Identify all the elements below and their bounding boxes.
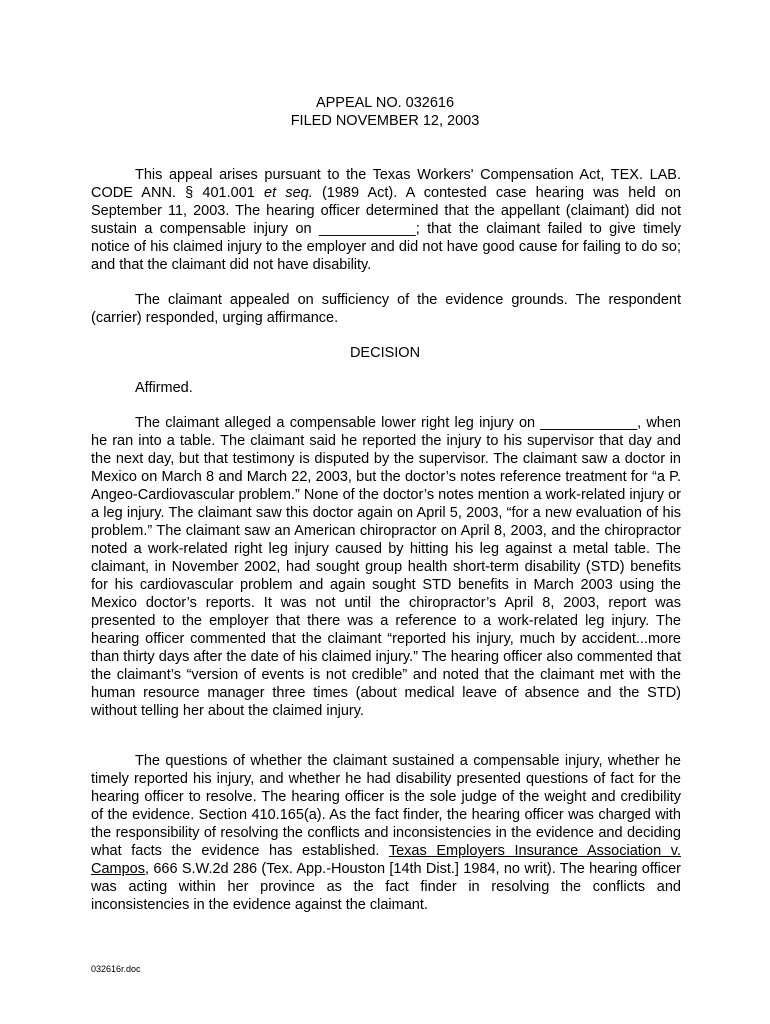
paragraph-analysis <box>91 752 681 914</box>
decision-heading: DECISION <box>349 345 421 361</box>
affirmed-text: Affirmed. <box>135 380 193 396</box>
analysis-text-b: , 666 S.W.2d 286 (Tex. App.-Houston [14th Dist.] 1984, no writ). The hearing officer was acting within her province as the fact finder in resolving the conflicts and inconsistencies in the evidence against the claimant. <box>91 861 681 913</box>
et-seq: et seq. <box>264 185 313 201</box>
filed-date: FILED NOVEMBER 12, 2003 <box>290 113 480 129</box>
intro-text-b: (1989 Act). A contested case hearing was held on September 11, 2003. The hearing officer determined that the appellant (claimant) did not sustain a compensable injury on ____________; that the claimant failed to give timely notice of his claimed injury to the employer and did not have good cause for failing to do so; and that the claimant did not have disability. <box>91 185 681 273</box>
paragraph-appeal: The claimant appealed on sufficiency of the evidence grounds. The respondent (carrier) responded, urging affirmance. <box>91 292 681 326</box>
case-citation: Texas Employers Insurance Association v. Campos <box>91 843 682 877</box>
paragraph-intro <box>91 166 681 274</box>
footer-filename: 032616r.doc <box>91 964 141 974</box>
paragraph-facts: The claimant alleged a compensable lower right leg injury on ____________, when he ran into a table. The claimant said he reported the injury to his supervisor that day and the next day, but that testimony is disputed by the supervisor. The claimant saw a doctor in Mexico on March 8 and March 22, 2003, but the doctor’s notes reference treatment for “a P. Angeo-Cardiovascular problem.” None of the doctor’s notes mention a work-related injury or a leg injury. The claimant saw this doctor again on April 5, 2003, “for a new evaluation of his problem.” The claimant saw an American chiropractor on April 8, 2003, and the chiropractor noted a work-related right leg injury caused by hitting his leg against a metal table. The claimant, in November 2002, had sought group health short-term disability (STD) benefits for his cardiovascular problem and again sought STD benefits in March 2003 using the Mexico doctor’s reports. It was not until the chiropractor’s April 8, 2003, report was presented to the employer that there was a reference to a work-related leg injury. The hearing officer commented that the claimant “reported his injury, much by accident...more than thirty days after the date of his claimed injury.” The hearing officer also commented that the claimant’s “version of events is not credible” and noted that the claimant met with the human resource manager three times (about medical leave of absence and the STD) without telling her about the claimed injury. <box>91 415 681 719</box>
appeal-number: APPEAL NO. 032616 <box>315 95 455 111</box>
analysis-text-a: The questions of whether the claimant sustained a compensable injury, whether he timely reported his injury, and whether he had disability presented questions of fact for the hearing officer to resolve. The hearing officer is the sole judge of the weight and credibility of the evidence. Section 410.165(a). As the fact finder, the hearing officer was charged with the responsibility of resolving the conflicts and inconsistencies in the evidence and deciding what facts the evidence has established. <box>91 753 681 859</box>
intro-text-a: This appeal arises pursuant to the Texas Workers' Compensation Act, TEX. LAB. CODE ANN. § 401.001 <box>91 167 681 201</box>
